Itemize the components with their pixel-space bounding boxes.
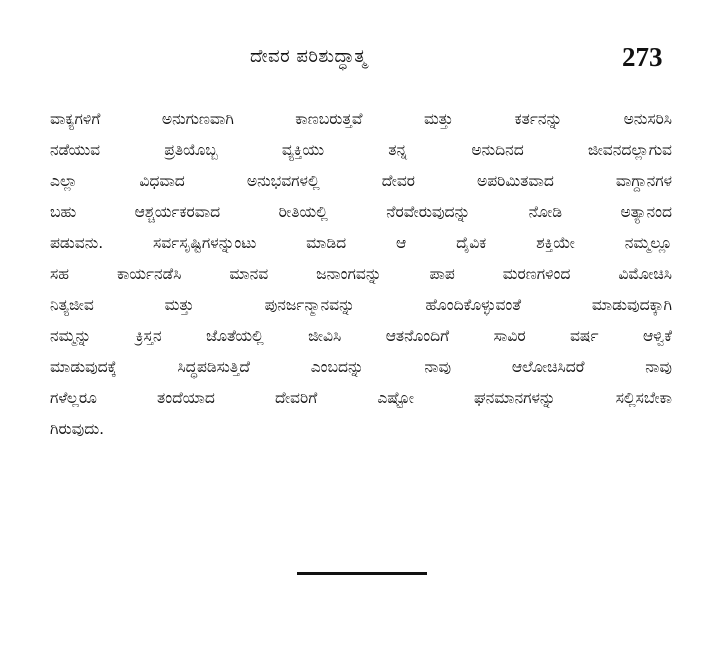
text-line: ಮಾಡುವುದಕ್ಕೆ ಸಿದ್ಧಪಡಿಸುತ್ತಿದೆ ಎಂಬದನ್ನು ನಾವು ಆಲೋಚಿಸಿದರೆ ನಾವು xyxy=(50,358,672,376)
page-number: 273 xyxy=(622,42,663,72)
text-line: ಗಳೆಲ್ಲರೂ ತಂದೆಯಾದ ದೇವರಿಗೆ ಎಷ್ಟೋ ಘನಮಾನಗಳನ್ನು ಸಲ್ಲಿಸಬೇಕಾ xyxy=(50,389,672,407)
text-line: ಪಡುವನು. ಸರ್ವಸೃಷ್ಟಿಗಳನ್ನುಂಟು ಮಾಡಿದ ಆ ದೈವಿಕ ಶಕ್ತಿಯೇ ನಮ್ಮಲ್ಲೂ xyxy=(50,234,672,252)
body-paragraph xyxy=(50,104,672,445)
text-line: ಸಹ ಕಾರ್ಯನಡೆಸಿ ಮಾನವ ಜನಾಂಗವನ್ನು ಪಾಪ ಮರಣಗಳಿಂದ ವಿಮೋಚಿಸಿ xyxy=(50,265,672,283)
section-end-rule xyxy=(297,572,427,575)
text-line: ನಮ್ಮನ್ನು ಕ್ರಿಸ್ತನ ಜೊತೆಯಲ್ಲಿ ಜೀವಿಸಿ ಆತನೊಂದಿಗೆ ಸಾವಿರ ವರ್ಷ ಆಳ್ವಿಕೆ xyxy=(50,327,672,345)
text-line: ಗಿರುವುದು. xyxy=(50,420,105,438)
text-line: ಎಲ್ಲಾ ವಿಧವಾದ ಅನುಭವಗಳಲ್ಲಿ ದೇವರ ಅಪರಿಮಿತವಾದ ವಾಗ್ದಾನಗಳ xyxy=(50,172,672,190)
text-line: ಬಹು ಆಶ್ಚರ್ಯಕರವಾದ ರೀತಿಯಲ್ಲಿ ನೆರವೇರುವುದನ್ನು ನೋಡಿ ಅತ್ಯಾನಂದ xyxy=(50,203,672,221)
text-line: ವಾಕ್ಯಗಳಿಗೆ ಅನುಗುಣವಾಗಿ ಕಾಣಬರುತ್ತವೆ ಮತ್ತು ಕರ್ತನನ್ನು ಅನುಸರಿಸಿ xyxy=(50,110,672,128)
running-title: ದೇವರ ಪರಿಶುದ್ಧಾತ್ಮ xyxy=(250,46,367,67)
text-line: ನಡೆಯುವ ಪ್ರತಿಯೊಬ್ಬ ವ್ಯಕ್ತಿಯು ತನ್ನ ಅನುದಿನದ ಜೀವನದಲ್ಲಾಗುವ xyxy=(50,141,672,159)
running-header xyxy=(0,40,710,80)
text-line: ನಿತ್ಯಜೀವ ಮತ್ತು ಪುನರ್ಜನ್ಮಾನವನ್ನು ಹೊಂದಿಕೊಳ್ಳುವಂತೆ ಮಾಡುವುದಕ್ಕಾಗಿ xyxy=(50,296,672,314)
